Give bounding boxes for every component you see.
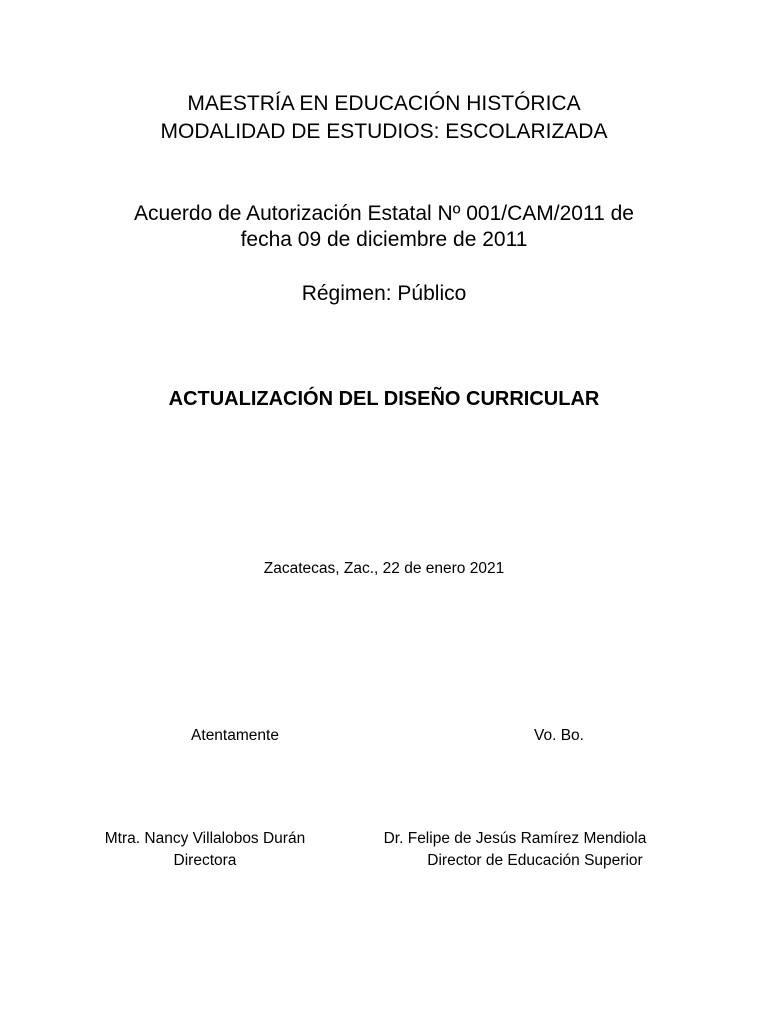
modality-line: MODALIDAD DE ESTUDIOS: ESCOLARIZADA (160, 120, 608, 143)
signer-position-left: Directora (173, 852, 237, 869)
regime-line: Régimen: Público (301, 282, 467, 305)
closing-left: Atentamente (191, 727, 279, 744)
signer-position-right: Director de Educación Superior (427, 852, 643, 869)
agreement-line-2: fecha 09 de diciembre de 2011 (240, 228, 528, 251)
document-title: ACTUALIZACIÓN DEL DISEÑO CURRICULAR (168, 388, 600, 410)
signer-name-left: Mtra. Nancy Villalobos Durán (104, 830, 306, 847)
place-date: Zacatecas, Zac., 22 de enero 2021 (263, 560, 505, 577)
signer-name-right: Dr. Felipe de Jesús Ramírez Mendiola (383, 830, 647, 847)
agreement-line-1: Acuerdo de Autorización Estatal Nº 001/CAM/2011 de (134, 202, 634, 225)
program-title: MAESTRÍA EN EDUCACIÓN HISTÓRICA (187, 92, 581, 115)
closing-right: Vo. Bo. (534, 727, 584, 744)
